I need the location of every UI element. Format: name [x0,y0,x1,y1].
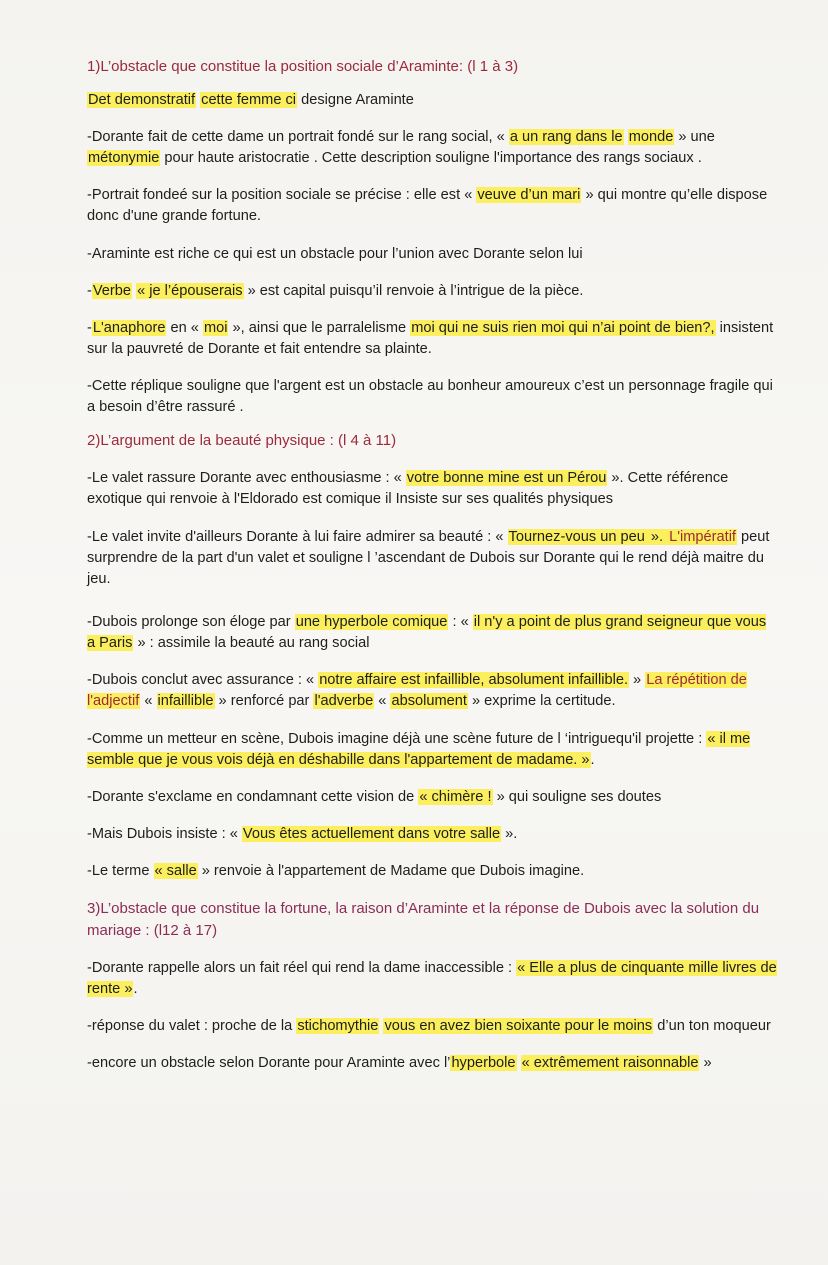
paragraph: -L'anaphore en « moi », ainsi que le parralelisme moi qui ne suis rien moi qui n’ai point de bien?, insistent sur la pauvreté de Dorante et fait entendre sa plainte. [87,319,774,357]
paragraph: -Dubois prolonge son éloge par une hyperbole comique : « il n'y a point de plus grand seigneur que vous a Paris » : assimile la beauté au rang social [87,614,767,652]
section-3-title: 3)L’obstacle que constitue la fortune, la raison d’Araminte et la réponse de Dubois avec la solution du mariage : (l12 à 17) [87,900,760,940]
paragraph: -réponse du valet : proche de la stichomythie vous en avez bien soixante pour le moins d’un ton moqueur [87,1018,771,1035]
paragraph: -encore un obstacle selon Dorante pour Araminte avec l’hyperbole « extrêmement raisonnable » [87,1055,712,1072]
paragraph: -Cette réplique souligne que l'argent est un obstacle au bonheur amoureux c’est un personnage fragile qui a besoin d’être rassuré . [87,378,773,416]
paragraph: -Le valet rassure Dorante avec enthousiasme : « votre bonne mine est un Pérou ». Cette référence exotique qui renvoie à l'Eldorado est comique il Insiste sur ses qualités physiques [87,470,729,508]
paragraph: -Le terme « salle » renvoie à l'appartement de Madame que Dubois imagine. [87,863,585,880]
paragraph: -Portrait fondeé sur la position sociale se précise : elle est « veuve d’un mari » qui montre qu’elle dispose donc d'une grande fortune. [87,187,768,225]
section-2-title: 2)L’argument de la beauté physique : (l 4 à 11) [87,432,397,450]
section-1-title: 1)L’obstacle que constitue la position sociale d’Araminte: (l 1 à 3) [87,58,519,75]
paragraph: -Dorante fait de cette dame un portrait fondé sur le rang social, « a un rang dans le monde » une métonymie pour haute aristocratie . Cette description souligne l'importance des rangs sociaux . [87,128,715,167]
paragraph: -Mais Dubois insiste : « Vous êtes actuellement dans votre salle ». [87,826,518,843]
paragraph: -Araminte est riche ce qui est un obstacle pour l’union avec Dorante selon lui [87,245,583,262]
paragraph: -Dubois conclut avec assurance : « notre affaire est infaillible, absolument infaillible. » La répétition de l'adjectif « infaillible » renforcé par l'adverbe « absolument » exprime la certitude. [87,672,747,710]
document-content [87,56,777,1075]
paragraph: Det demonstratif cette femme ci designe Araminte [88,91,414,108]
paragraph: -Verbe « je l’épouserais » est capital puisqu’il renvoie à l’intrigue de la pièce. [87,282,584,299]
paragraph: -Comme un metteur en scène, Dubois imagine déjà une scène future de l ‘intriguequ'il projette : « il me semble que je vous vois déjà en déshabille dans l'appartement de madame. ». [87,730,751,768]
paragraph: -Le valet invite d'ailleurs Dorante à lui faire admirer sa beauté : « Tournez-vous un peu ». L'impératif peut surprendre de la part d'un valet et souligne l ’ascendant de Dubois sur Dorante qui le rend déjà maitre du jeu. [87,528,770,587]
paragraph: -Dorante rappelle alors un fait réel qui rend la dame inaccessible : « Elle a plus de cinquante mille livres de rente ». [87,959,777,998]
paragraph: -Dorante s'exclame en condamnant cette vision de « chimère ! » qui souligne ses doutes [87,788,662,805]
